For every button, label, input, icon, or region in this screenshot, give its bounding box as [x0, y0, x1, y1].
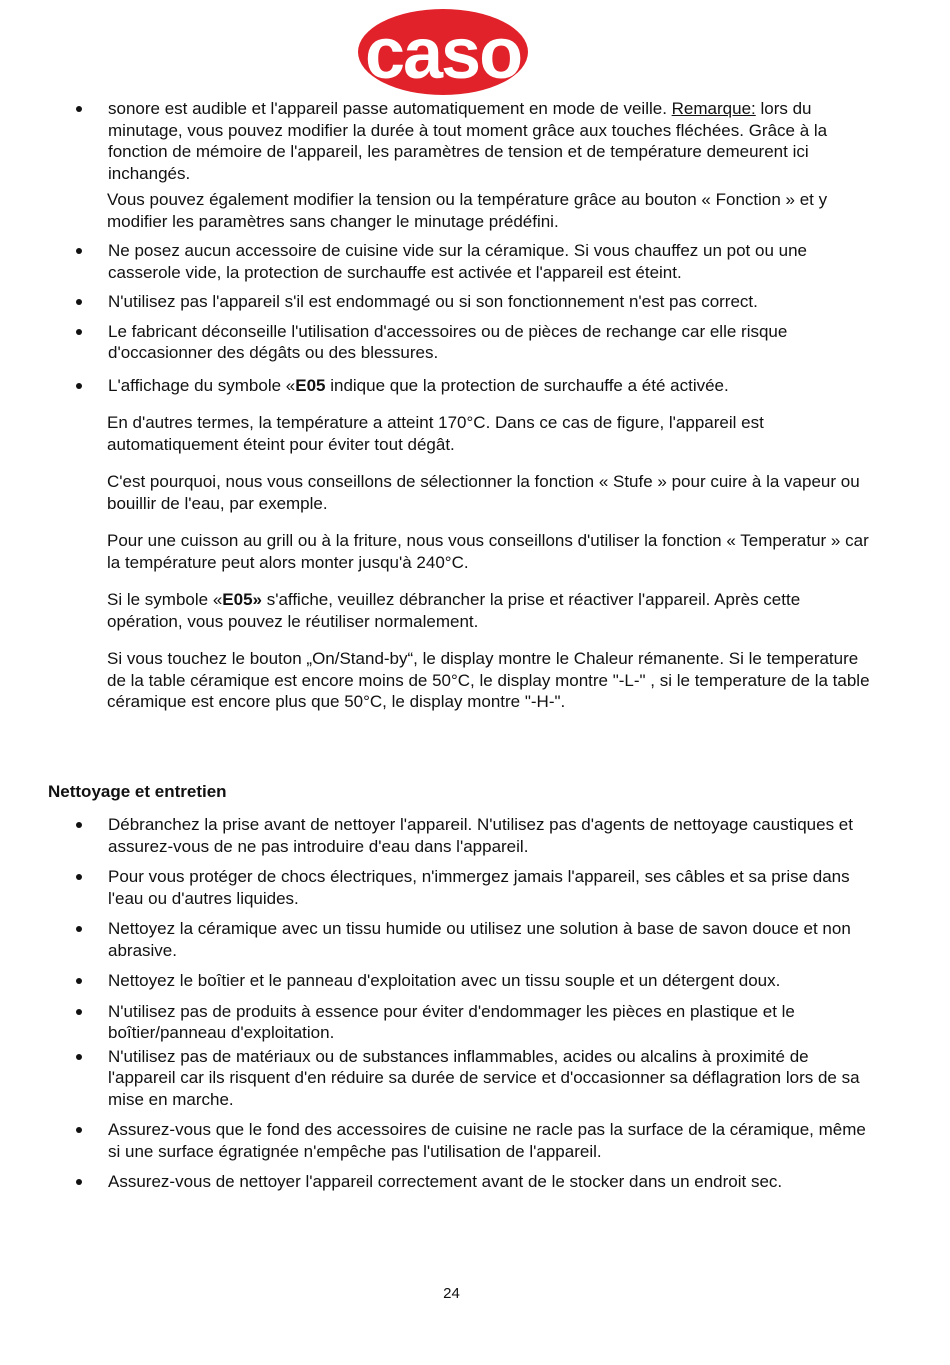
caso-logo — [357, 8, 529, 96]
logo-text: caso — [364, 14, 522, 94]
section-heading: Nettoyage et entretien — [48, 781, 227, 801]
item-continuation: Vous pouvez également modifier la tension ou la température grâce au bouton « Fonction » et y modifier les paramètres sans changer le minutage prédéfini. — [107, 190, 828, 231]
bullet-icon — [76, 329, 82, 335]
bullet-icon — [76, 978, 82, 984]
list-item — [0, 240, 950, 283]
list-item — [0, 1119, 950, 1162]
item-text: N'utilisez pas l'appareil s'il est endommagé ou si son fonctionnement n'est pas correct. — [108, 292, 758, 311]
item-text: lors du minutage, vous pouvez modifier la durée à tout moment grâce aux touches fléchées. Grâce à la fonction de mémoire de l'appareil, les paramètres de tension et de température demeurent ici inchangés. — [108, 99, 828, 183]
para-text: s'affiche, veuillez débrancher la prise et réactiver l'appareil. Après cette opération, vous pouvez le réutiliser normalement. — [107, 590, 801, 631]
item-text: N'utilisez pas de matériaux ou de substances inflammables, acides ou alcalins à proximité de l'appareil car ils risquent d'en réduire sa durée de service et d'occasionner sa déflagration lors de sa mise en marche. — [108, 1046, 860, 1109]
list-item — [0, 291, 950, 313]
list-item — [0, 1171, 950, 1193]
bullet-icon — [76, 1009, 82, 1015]
list-item — [0, 918, 950, 961]
item-text: Pour vous protéger de chocs électriques, n'immergez jamais l'appareil, ses câbles et sa prise dans l'eau ou d'autres liquides. — [108, 867, 850, 908]
item-text: L'affichage du symbole « — [108, 375, 296, 395]
list-item — [0, 866, 950, 909]
item-text: Nettoyez le boîtier et le panneau d'exploitation avec un tissu souple et un détergent doux. — [108, 971, 781, 990]
list-item — [0, 814, 950, 857]
paragraph: Pour une cuisson au grill ou à la friture, nous vous conseillons d'utiliser la fonction « Temperatur » car la température peut alors monter jusqu'à 240°C. — [107, 531, 869, 572]
list-item — [0, 321, 950, 364]
list-item — [0, 970, 950, 992]
item-text: indique que la protection de surchauffe a été activée. — [325, 375, 729, 395]
bullet-icon — [76, 926, 82, 932]
error-code: E05» — [222, 590, 262, 609]
item-text: Ne posez aucun accessoire de cuisine vide sur la céramique. Si vous chauffez un pot ou une casserole vide, la protection de surchauffe est activée et l'appareil est éteint. — [108, 241, 807, 282]
bullet-icon — [76, 822, 82, 828]
item-text: N'utilisez pas de produits à essence pour éviter d'endommager les pièces en plastique et le boîtier/panneau d'exploitation. — [108, 1001, 795, 1042]
bullet-icon — [76, 106, 82, 112]
item-text: Assurez-vous de nettoyer l'appareil correctement avant de le stocker dans un endroit sec. — [108, 1172, 783, 1191]
bullet-icon — [76, 1127, 82, 1133]
paragraph: En d'autres termes, la température a atteint 170°C. Dans ce cas de figure, l'appareil est automatiquement éteint pour éviter tout dégât. — [107, 413, 764, 454]
paragraph: C'est pourquoi, nous vous conseillons de sélectionner la fonction « Stufe » pour cuire à la vapeur ou bouillir de l'eau, par exemple. — [107, 472, 860, 513]
bullet-icon — [76, 1054, 82, 1060]
list-item — [0, 375, 950, 397]
paragraph: Si vous touchez le bouton „On/Stand-by“, le display montre le Chaleur rémanente. Si le temperature de la table céramique est encore moins de 50°C, le display montre "-L-" , si le temperature de la table céramique est encore plus que 50°C, le display montre "-H-". — [107, 649, 870, 711]
bullet-icon — [76, 1179, 82, 1185]
page-content — [0, 98, 950, 1193]
remark-label: Remarque: — [671, 99, 756, 118]
paragraph — [0, 589, 950, 632]
list-item — [0, 1001, 950, 1044]
bullet-icon — [76, 383, 82, 389]
item-text: sonore est audible et l'appareil passe automatiquement en mode de veille. — [108, 99, 672, 118]
item-text: Le fabricant déconseille l'utilisation d'accessoires ou de pièces de rechange car elle risque d'occasionner des dégâts ou des blessures. — [108, 321, 788, 362]
page-number: 24 — [443, 1285, 460, 1302]
item-text: Débranchez la prise avant de nettoyer l'appareil. N'utilisez pas d'agents de nettoyage caustiques et assurez-vous de ne pas introduire d'eau dans l'appareil. — [108, 815, 853, 856]
bullet-icon — [76, 299, 82, 305]
para-text: Si le symbole « — [107, 590, 223, 609]
item-text: Nettoyez la céramique avec un tissu humide ou utilisez une solution à base de savon douce et non abrasive. — [108, 919, 851, 960]
error-code: E05 — [295, 375, 326, 395]
list-item — [0, 98, 950, 184]
item-text: Assurez-vous que le fond des accessoires de cuisine ne racle pas la surface de la céramique, même si une surface égratignée n'empêche pas l'utilisation de l'appareil. — [108, 1120, 866, 1161]
bullet-icon — [76, 874, 82, 880]
list-item — [0, 1046, 950, 1111]
bullet-icon — [76, 248, 82, 254]
